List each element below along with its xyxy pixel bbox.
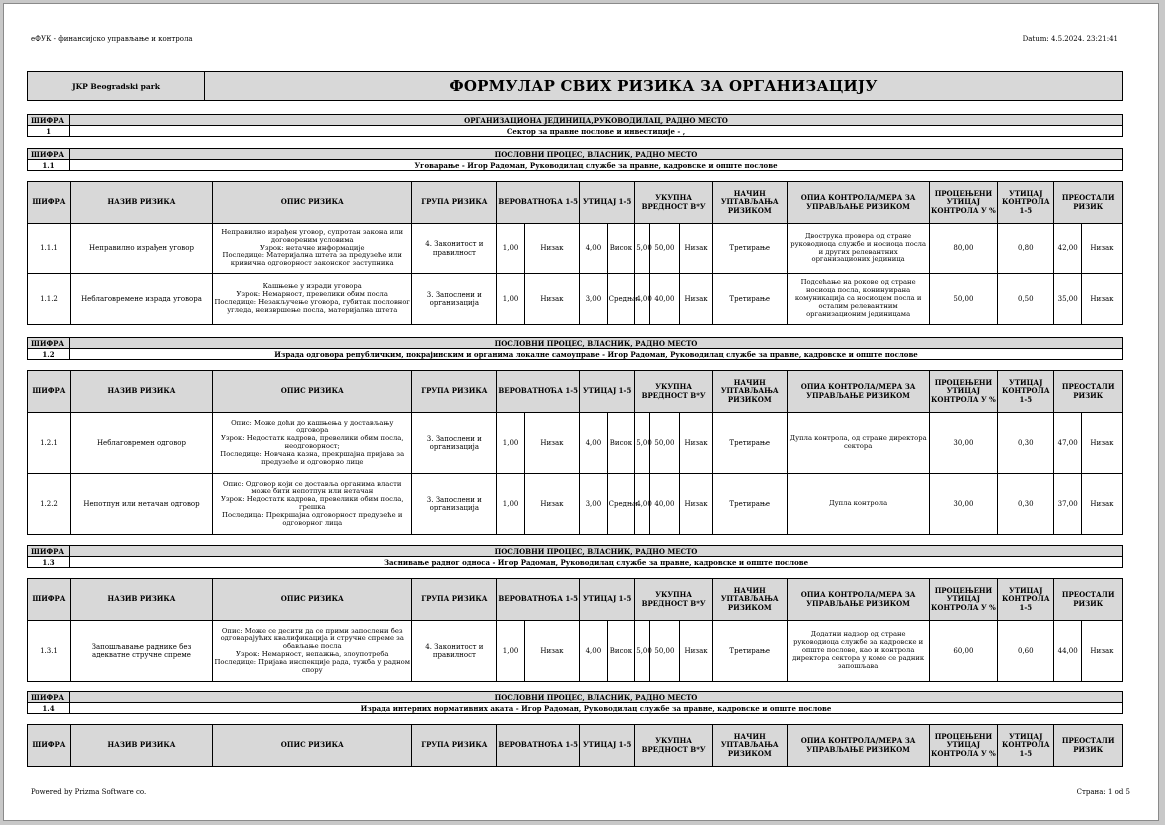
risk-code: 1.3.1 bbox=[28, 621, 71, 682]
table-header-row bbox=[28, 371, 1123, 413]
total-value: 4,00 bbox=[635, 274, 649, 325]
header-risk-group: ГРУПА РИЗИКА bbox=[412, 725, 497, 767]
header-control-impact: УТИЦАЈ КОНТРОЛА 1-5 bbox=[998, 371, 1054, 413]
management-method: Третирање bbox=[712, 413, 787, 474]
header-total-value: УКУПНА ВРЕДНОСТ В*У bbox=[635, 182, 713, 224]
total-value: 5,00 bbox=[635, 413, 649, 474]
risk-name: Запошљавање раднике без адекватне стручне спреме bbox=[70, 621, 212, 682]
risk-description: Опис: Одговор који се доставља органима власти може бити непотпун или нетачан Узрок: Недостатк кадрова, превелики обим посла, грешка Последица: Прекршајна одговорност предузеће и одговорног лица bbox=[213, 474, 412, 535]
header-code: ШИФРА bbox=[28, 182, 71, 224]
process-code-label: ШИФРА bbox=[28, 149, 70, 159]
control-impact: 0,80 bbox=[998, 224, 1054, 274]
control-impact: 0,60 bbox=[998, 621, 1054, 682]
org-unit-code: 1 bbox=[28, 126, 70, 136]
process-code-label: ШИФРА bbox=[28, 692, 70, 702]
header-code: ШИФРА bbox=[28, 371, 71, 413]
risk-group: 4. Законитост и правилност bbox=[412, 224, 497, 274]
header-risk-description: ОПИС РИЗИКА bbox=[213, 371, 412, 413]
total-value: 4,00 bbox=[635, 474, 649, 535]
total-percent: 50,00 bbox=[649, 621, 680, 682]
title-bar bbox=[27, 71, 1123, 101]
risk-description: Опис: Може се десити да се прими запослени без одговарајућих квалификација и стручне спреме за обављање посла Узрок: Немарност, непажња, злоупотреба Последице: Пријава инспекције рада, тужба у радном спору bbox=[213, 621, 412, 682]
process-code: 1.3 bbox=[28, 557, 70, 567]
table-row bbox=[28, 224, 1123, 274]
process-code-label: ШИФРА bbox=[28, 338, 70, 348]
process-label: ПОСЛОВНИ ПРОЦЕС, ВЛАСНИК, РАДНО МЕСТО bbox=[494, 692, 698, 702]
header-impact: УТИЦАЈ 1-5 bbox=[580, 182, 635, 224]
impact-value: 3,00 bbox=[580, 474, 608, 535]
header-estimated-control: ПРОЦЕЊЕНИ УТИЦАЈ КОНТРОЛА У % bbox=[929, 725, 998, 767]
process-label: ПОСЛОВНИ ПРОЦЕС, ВЛАСНИК, РАДНО МЕСТО bbox=[494, 546, 698, 556]
management-method: Третирање bbox=[712, 621, 787, 682]
header-probability: ВЕРОВАТНОЋА 1-5 bbox=[497, 579, 580, 621]
residual-value: 42,00 bbox=[1054, 224, 1082, 274]
impact-level: Средњи bbox=[607, 274, 635, 325]
org-unit-code-label: ШИФРА bbox=[28, 115, 70, 125]
header-risk-name: НАЗИВ РИЗИКА bbox=[70, 579, 212, 621]
page-number: Страна: 1 od 5 bbox=[1076, 788, 1130, 796]
header-control-measure: ОПИА КОНТРОЛА/МЕРА ЗА УПРАВЉАЊЕ РИЗИКОМ bbox=[787, 182, 929, 224]
risk-code: 1.1.2 bbox=[28, 274, 71, 325]
header-risk-group: ГРУПА РИЗИКА bbox=[412, 579, 497, 621]
total-percent: 40,00 bbox=[649, 274, 680, 325]
risk-description: Опис: Може доћи до кашњења у достављању одговора Узрок: Недостатк кадрова, превелики обим посла, неодговорност; Последице: Новчана казна, прекршајна пријава за предузеће и одговорно лице bbox=[213, 413, 412, 474]
header-estimated-control: ПРОЦЕЊЕНИ УТИЦАЈ КОНТРОЛА У % bbox=[929, 371, 998, 413]
probability-value: 1,00 bbox=[497, 274, 525, 325]
risk-table bbox=[27, 370, 1123, 535]
header-control-measure: ОПИА КОНТРОЛА/МЕРА ЗА УПРАВЉАЊЕ РИЗИКОМ bbox=[787, 579, 929, 621]
process-code: 1.4 bbox=[28, 703, 70, 713]
table-row bbox=[28, 474, 1123, 535]
residual-level: Низак bbox=[1081, 224, 1122, 274]
total-level: Низак bbox=[680, 274, 713, 325]
total-value: 5,00 bbox=[635, 621, 649, 682]
header-risk-description: ОПИС РИЗИКА bbox=[213, 182, 412, 224]
risk-name: Неблаговремен одговор bbox=[70, 413, 212, 474]
form-title: ФОРМУЛАР СВИХ РИЗИКА ЗА ОРГАНИЗАЦИЈУ bbox=[205, 72, 1122, 100]
app-name: еФУК - финансијско управљање и контрола bbox=[31, 35, 193, 43]
header-control-impact: УТИЦАЈ КОНТРОЛА 1-5 bbox=[998, 725, 1054, 767]
header-risk-name: НАЗИВ РИЗИКА bbox=[70, 182, 212, 224]
management-method: Третирање bbox=[712, 474, 787, 535]
risk-code: 1.2.2 bbox=[28, 474, 71, 535]
estimated-control: 80,00 bbox=[929, 224, 998, 274]
header-control-impact: УТИЦАЈ КОНТРОЛА 1-5 bbox=[998, 579, 1054, 621]
report-date: Datum: 4.5.2024. 23:21:41 bbox=[1022, 35, 1118, 43]
header-risk-group: ГРУПА РИЗИКА bbox=[412, 182, 497, 224]
header-risk-description: ОПИС РИЗИКА bbox=[213, 725, 412, 767]
table-row bbox=[28, 413, 1123, 474]
header-risk-description: ОПИС РИЗИКА bbox=[213, 579, 412, 621]
risk-group: 3. Запослени и организација bbox=[412, 274, 497, 325]
estimated-control: 30,00 bbox=[929, 413, 998, 474]
impact-value: 3,00 bbox=[580, 274, 608, 325]
header-risk-name: НАЗИВ РИЗИКА bbox=[70, 371, 212, 413]
header-code: ШИФРА bbox=[28, 725, 71, 767]
probability-level: Низак bbox=[524, 274, 579, 325]
header-residual-risk: ПРЕОСТАЛИ РИЗИК bbox=[1054, 579, 1123, 621]
probability-level: Низак bbox=[524, 224, 579, 274]
risk-table bbox=[27, 181, 1123, 325]
process-name: Израда интерних нормативних аката - Игор Радоман, Руководилац службе за правне, кадровске и опште послове bbox=[360, 703, 832, 713]
header-estimated-control: ПРОЦЕЊЕНИ УТИЦАЈ КОНТРОЛА У % bbox=[929, 182, 998, 224]
org-unit-label: ОРГАНИЗАЦИОНА ЈЕДИНИЦА,РУКОВОДИЛАЦ, РАДНО МЕСТО bbox=[464, 115, 728, 125]
organization-name: JKP Beogradski park bbox=[28, 72, 205, 100]
total-value: 5,00 bbox=[635, 224, 649, 274]
impact-level: Висок bbox=[607, 413, 635, 474]
total-level: Низак bbox=[680, 413, 713, 474]
report-page bbox=[3, 3, 1159, 821]
header-total-value: УКУПНА ВРЕДНОСТ В*У bbox=[635, 725, 713, 767]
table-header-row bbox=[28, 579, 1123, 621]
risk-group: 3. Запослени и организација bbox=[412, 413, 497, 474]
probability-value: 1,00 bbox=[497, 413, 525, 474]
estimated-control: 50,00 bbox=[929, 274, 998, 325]
risk-table bbox=[27, 724, 1123, 767]
header-management-method: НАЧИН УПТАВЉАЊА РИЗИКОМ bbox=[712, 725, 787, 767]
control-impact: 0,50 bbox=[998, 274, 1054, 325]
powered-by: Powered by Prizma Software co. bbox=[31, 788, 147, 796]
estimated-control: 30,00 bbox=[929, 474, 998, 535]
process-label: ПОСЛОВНИ ПРОЦЕС, ВЛАСНИК, РАДНО МЕСТО bbox=[494, 338, 698, 348]
header-risk-name: НАЗИВ РИЗИКА bbox=[70, 725, 212, 767]
estimated-control: 60,00 bbox=[929, 621, 998, 682]
header-control-impact: УТИЦАЈ КОНТРОЛА 1-5 bbox=[998, 182, 1054, 224]
header-total-value: УКУПНА ВРЕДНОСТ В*У bbox=[635, 371, 713, 413]
total-level: Низак bbox=[680, 621, 713, 682]
control-measure: Додатни надзор од стране руководиоца службе за кадровске и опште послове, као и контрола директора сектора у коме се радник запошљава bbox=[787, 621, 929, 682]
probability-value: 1,00 bbox=[497, 474, 525, 535]
total-level: Низак bbox=[680, 224, 713, 274]
residual-level: Низак bbox=[1081, 413, 1122, 474]
impact-value: 4,00 bbox=[580, 224, 608, 274]
org-unit-band bbox=[27, 114, 1123, 137]
risk-code: 1.2.1 bbox=[28, 413, 71, 474]
process-code: 1.2 bbox=[28, 349, 70, 359]
residual-level: Низак bbox=[1081, 274, 1122, 325]
impact-level: Висок bbox=[607, 621, 635, 682]
risk-name: Непотпун или нетачан одговор bbox=[70, 474, 212, 535]
risk-code: 1.1.1 bbox=[28, 224, 71, 274]
probability-value: 1,00 bbox=[497, 224, 525, 274]
header-probability: ВЕРОВАТНОЋА 1-5 bbox=[497, 371, 580, 413]
risk-group: 4. Законитост и правилност bbox=[412, 621, 497, 682]
total-percent: 50,00 bbox=[649, 224, 680, 274]
probability-level: Низак bbox=[524, 413, 579, 474]
residual-value: 44,00 bbox=[1054, 621, 1082, 682]
header-impact: УТИЦАЈ 1-5 bbox=[580, 579, 635, 621]
impact-value: 4,00 bbox=[580, 413, 608, 474]
process-code-label: ШИФРА bbox=[28, 546, 70, 556]
management-method: Третирање bbox=[712, 224, 787, 274]
table-header-row bbox=[28, 182, 1123, 224]
header-management-method: НАЧИН УПТАВЉАЊА РИЗИКОМ bbox=[712, 579, 787, 621]
impact-level: Висок bbox=[607, 224, 635, 274]
header-probability: ВЕРОВАТНОЋА 1-5 bbox=[497, 725, 580, 767]
process-name: Заснивање радног односа - Игор Радоман, Руководилац службе за правне, кадровске и опште послове bbox=[383, 557, 809, 567]
process-name: Израда одговора републичким, покрајинским и органима локалне самоуправе - Игор Радоман, Руководилац службе за правне, кадровске и опште послове bbox=[274, 349, 918, 359]
header-management-method: НАЧИН УПТАВЉАЊА РИЗИКОМ bbox=[712, 182, 787, 224]
management-method: Третирање bbox=[712, 274, 787, 325]
residual-value: 37,00 bbox=[1054, 474, 1082, 535]
probability-level: Низак bbox=[524, 621, 579, 682]
org-unit-name: Сектор за правне послове и инвестиције - , bbox=[506, 126, 686, 136]
process-band bbox=[27, 337, 1123, 360]
header-impact: УТИЦАЈ 1-5 bbox=[580, 725, 635, 767]
process-name: Уговарање - Игор Радоман, Руководилац службе за правне, кадровске и опште послове bbox=[414, 160, 778, 170]
impact-value: 4,00 bbox=[580, 621, 608, 682]
total-percent: 40,00 bbox=[649, 474, 680, 535]
control-impact: 0,30 bbox=[998, 413, 1054, 474]
table-header-row bbox=[28, 725, 1123, 767]
residual-value: 47,00 bbox=[1054, 413, 1082, 474]
table-row bbox=[28, 621, 1123, 682]
header-management-method: НАЧИН УПТАВЉАЊА РИЗИКОМ bbox=[712, 371, 787, 413]
header-probability: ВЕРОВАТНОЋА 1-5 bbox=[497, 182, 580, 224]
header-estimated-control: ПРОЦЕЊЕНИ УТИЦАЈ КОНТРОЛА У % bbox=[929, 579, 998, 621]
risk-description: Кашњење у изради уговора Узрок: Немарност, превелики обим посла Последице: Незакључење уговора, губитак пословног угледа, неизвршење посла, материјална штета bbox=[213, 274, 412, 325]
process-band bbox=[27, 148, 1123, 171]
control-measure: Дупла контрола bbox=[787, 474, 929, 535]
header-control-measure: ОПИА КОНТРОЛА/МЕРА ЗА УПРАВЉАЊЕ РИЗИКОМ bbox=[787, 725, 929, 767]
process-band bbox=[27, 545, 1123, 568]
impact-level: Средњи bbox=[607, 474, 635, 535]
residual-level: Низак bbox=[1081, 621, 1122, 682]
table-row bbox=[28, 274, 1123, 325]
control-measure: Двострука провера од стране руководиоца службе и носиоца посла и других релевантних организационих јединица bbox=[787, 224, 929, 274]
risk-table bbox=[27, 578, 1123, 682]
process-band bbox=[27, 691, 1123, 714]
risk-name: Неблаговремене израда уговора bbox=[70, 274, 212, 325]
total-percent: 50,00 bbox=[649, 413, 680, 474]
header-total-value: УКУПНА ВРЕДНОСТ В*У bbox=[635, 579, 713, 621]
risk-description: Неправилно израђен уговор, супротан закона или договореним условима Узрок: нетачне информације Последице: Материјална штета за предузеће или кривична одговорност законског заступника bbox=[213, 224, 412, 274]
probability-level: Низак bbox=[524, 474, 579, 535]
control-measure: Подсећање на рокове од стране носиоца посла, конинуирана комуникација са носиоцем посла и осталим релевантним организационим јединицама bbox=[787, 274, 929, 325]
header-risk-group: ГРУПА РИЗИКА bbox=[412, 371, 497, 413]
header-impact: УТИЦАЈ 1-5 bbox=[580, 371, 635, 413]
residual-level: Низак bbox=[1081, 474, 1122, 535]
header-residual-risk: ПРЕОСТАЛИ РИЗИК bbox=[1054, 725, 1123, 767]
residual-value: 35,00 bbox=[1054, 274, 1082, 325]
process-label: ПОСЛОВНИ ПРОЦЕС, ВЛАСНИК, РАДНО МЕСТО bbox=[494, 149, 698, 159]
header-residual-risk: ПРЕОСТАЛИ РИЗИК bbox=[1054, 371, 1123, 413]
control-measure: Дупла контрола, од стране директора сектора bbox=[787, 413, 929, 474]
control-impact: 0,30 bbox=[998, 474, 1054, 535]
probability-value: 1,00 bbox=[497, 621, 525, 682]
risk-group: 3. Запослени и организација bbox=[412, 474, 497, 535]
process-code: 1.1 bbox=[28, 160, 70, 170]
total-level: Низак bbox=[680, 474, 713, 535]
header-control-measure: ОПИА КОНТРОЛА/МЕРА ЗА УПРАВЉАЊЕ РИЗИКОМ bbox=[787, 371, 929, 413]
header-residual-risk: ПРЕОСТАЛИ РИЗИК bbox=[1054, 182, 1123, 224]
risk-name: Неправилно израђен уговор bbox=[70, 224, 212, 274]
header-code: ШИФРА bbox=[28, 579, 71, 621]
